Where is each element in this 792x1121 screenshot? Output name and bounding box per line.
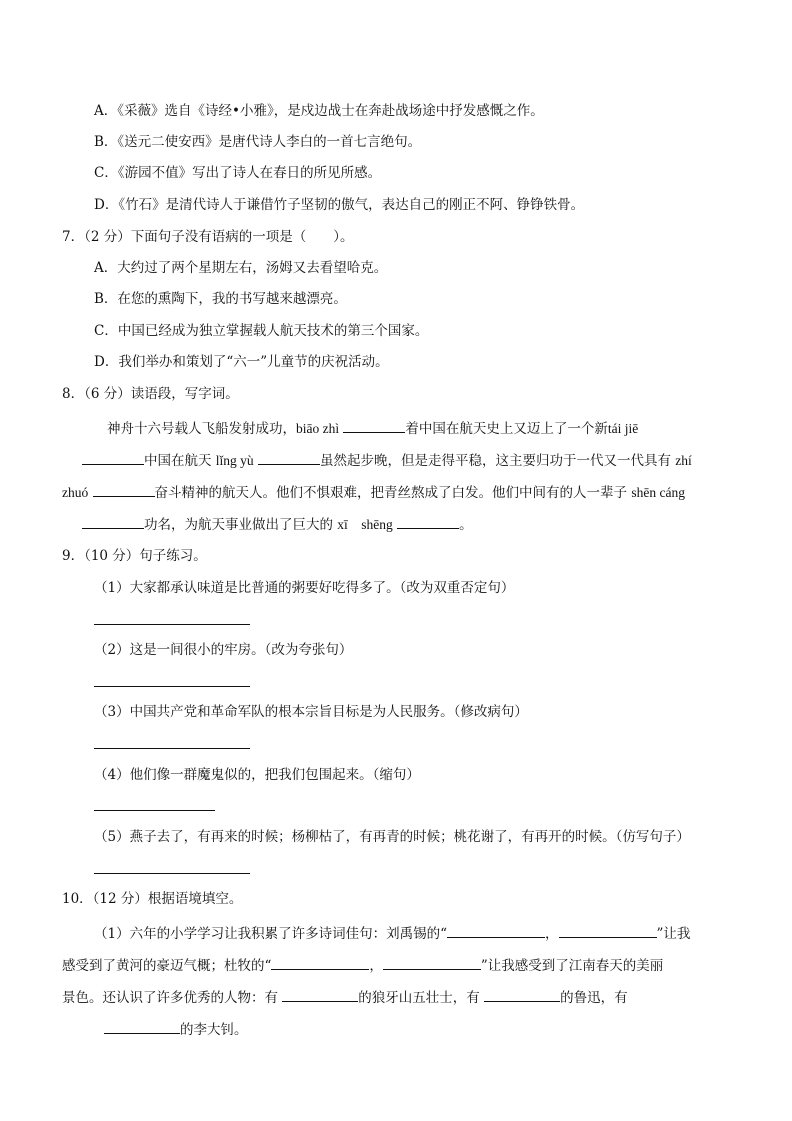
answer-line[interactable] (94, 624, 250, 625)
q6-option-c: C．《游园不值》写出了诗人在春日的所见所感。 (94, 165, 382, 181)
answer-blank[interactable] (282, 988, 358, 1002)
q6-option-d: D．《竹石》是清代诗人于谦借竹子坚韧的傲气，表达自己的刚正不阿、铮铮铁骨。 (94, 197, 585, 213)
answer-line[interactable] (94, 810, 215, 811)
q7-option-a: A．大约过了两个星期左右，汤姆又去看望哈克。 (94, 260, 388, 276)
answer-blank[interactable] (343, 419, 405, 433)
q10-text: 的李大钊。 (180, 1022, 248, 1038)
q8-text: 。 (459, 517, 473, 533)
q10-text: （1）六年的小学学习让我积累了许多诗词佳句：刘禹锡的“ (94, 926, 447, 942)
q7-option-b: B．在您的熏陶下，我的书写越来越漂亮。 (94, 291, 347, 307)
q8-paragraph-line-1 (107, 419, 638, 438)
q8-text: 神舟十六号载人飞船发射成功， (107, 421, 296, 437)
q8-paragraph-line-3 (62, 483, 685, 502)
answer-blank[interactable] (484, 988, 560, 1002)
q7-stem: 7．（2 分）下面句子没有语病的一项是（ ）。 (62, 229, 354, 245)
pinyin-biaozhi: biāo zhì (296, 421, 340, 436)
q10-text: ”让我 (656, 926, 691, 942)
q7-option-d: D．我们举办和策划了“六一”儿童节的庆祝活动。 (94, 354, 389, 370)
answer-line[interactable] (94, 686, 250, 687)
answer-blank[interactable] (258, 451, 320, 465)
q9-sentence-2: （2）这是一间很小的牢房。（改为夸张句） (94, 642, 353, 658)
q10-text: ， (369, 958, 383, 974)
q8-paragraph-line-4 (82, 515, 473, 534)
q8-text: 功名，为航天事业做出了巨大的 (144, 517, 333, 533)
q10-text: 景色。还认识了许多优秀的人物：有 (62, 990, 278, 1006)
answer-blank[interactable] (383, 956, 481, 970)
q9-sentence-1: （1）大家都承认味道是比普通的粥要好吃得多了。（改为双重否定句） (94, 580, 515, 596)
q10-line-3 (62, 988, 628, 1007)
q10-stem: 10．（12 分）根据语境填空。 (62, 891, 243, 907)
q10-line-4 (104, 1020, 248, 1039)
q10-line-2 (62, 956, 663, 975)
q10-text: 的狼牙山五壮士，有 (358, 990, 480, 1006)
answer-blank[interactable] (447, 924, 545, 938)
q10-line-1 (94, 924, 690, 943)
answer-blank[interactable] (559, 924, 657, 938)
pinyin-shencang: shēn cáng (631, 485, 685, 500)
q10-text: ”让我感受到了江南春天的美丽 (480, 958, 664, 974)
answer-blank[interactable] (397, 515, 459, 529)
q10-text: 感受到了黄河的豪迈气概；杜牧的“ (62, 958, 272, 974)
q10-text: ， (545, 926, 559, 942)
q8-text: 中国在航天 (144, 453, 212, 469)
pinyin-zhi: zhí (675, 453, 692, 468)
q8-paragraph-line-2 (82, 451, 692, 470)
answer-blank[interactable] (271, 956, 369, 970)
q9-stem: 9．（10 分）句子练习。 (62, 548, 207, 564)
q6-option-a: A．《采薇》选自《诗经•小雅》，是戍边战士在奔赴战场途中抒发感慨之作。 (94, 103, 544, 119)
q6-option-b: B．《送元二使安西》是唐代诗人李白的一首七言绝句。 (94, 134, 422, 150)
q8-text: 虽然起步晚，但是走得平稳，这主要归功于一代又一代具有 (319, 453, 671, 469)
pinyin-taijie: tái jiē (607, 421, 639, 436)
q9-sentence-3: （3）中国共产党和革命军队的根本宗旨目标是为人民服务。（修改病句） (94, 704, 528, 720)
answer-line[interactable] (94, 748, 250, 749)
pinyin-zhuo: zhuó (62, 485, 89, 500)
pinyin-xisheng: xī shēng (337, 517, 393, 532)
q10-text: 的鲁迅，有 (560, 990, 628, 1006)
answer-blank[interactable] (93, 483, 155, 497)
q8-text: 着中国在航天史上又迈上了一个新 (405, 421, 608, 437)
answer-line[interactable] (94, 873, 250, 874)
q8-text: 奋斗精神的航天人。他们不惧艰难，把青丝熬成了白发。他们中间有的人一辈子 (154, 485, 628, 501)
q9-sentence-5: （5）燕子去了，有再来的时候；杨柳枯了，有再青的时候；桃花谢了，有再开的时候。（仿写句子） (94, 829, 690, 845)
answer-blank[interactable] (82, 515, 144, 529)
pinyin-lingyu: lǐng yù (215, 453, 254, 468)
answer-blank[interactable] (82, 451, 144, 465)
answer-blank[interactable] (104, 1020, 180, 1034)
q7-option-c: C．中国已经成为独立掌握载人航天技术的第三个国家。 (94, 323, 429, 339)
q8-stem: 8．（6 分）读语段，写字词。 (62, 386, 239, 402)
q9-sentence-4: （4）他们像一群魔鬼似的，把我们包围起来。（缩句） (94, 767, 420, 783)
